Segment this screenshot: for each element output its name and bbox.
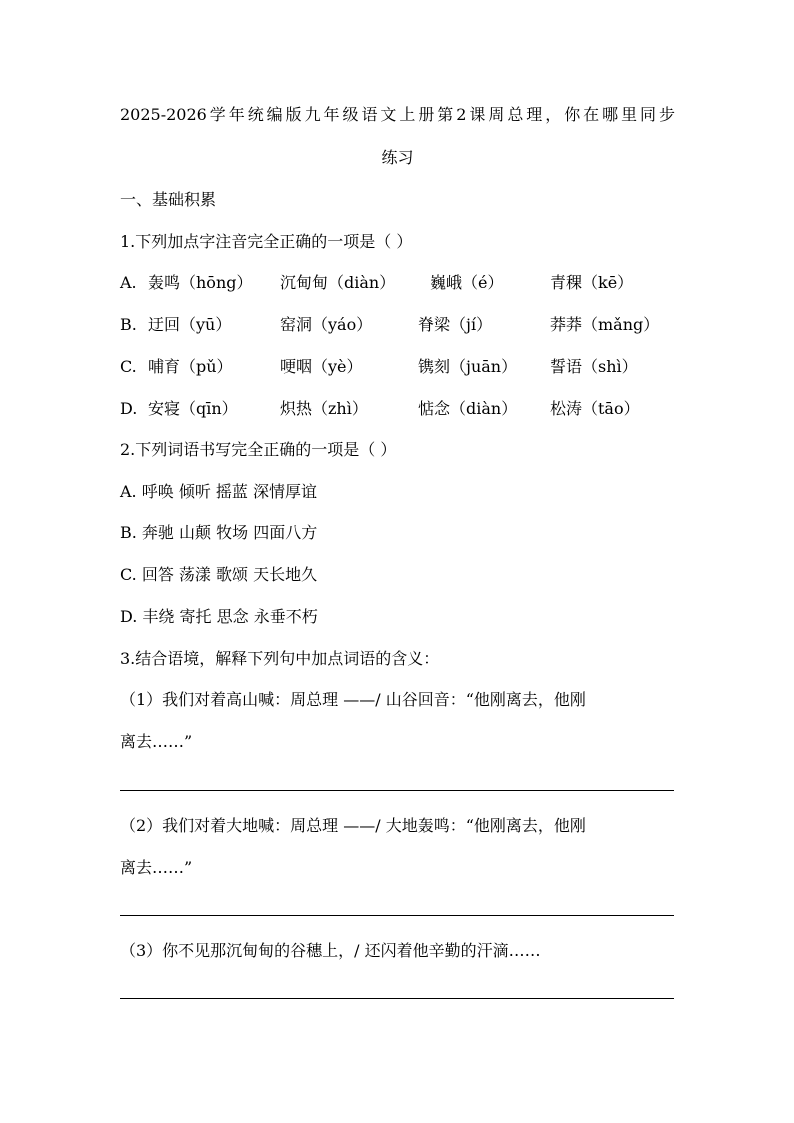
q1-option-d-item: 安寝（qīn） [148,399,238,418]
answer-line-3[interactable] [120,998,674,999]
question-1-stem: 1.下列加点字注音完全正确的一项是（ ） [120,232,413,251]
q1-option-c-item: 誓语（shì） [550,357,638,376]
q1-option-b-item: 迂回（yū） [148,315,232,334]
q1-option-d-item: 炽热（zhì） [280,399,368,418]
q1-option-d-item: 惦念（diàn） [418,399,518,418]
question-3-stem: 3.结合语境，解释下列句中加点词语的含义： [120,649,440,668]
section-heading: 一、基础积累 [120,190,217,209]
answer-line-1[interactable] [120,790,674,791]
q1-option-d-item: 松涛（tāo） [550,399,640,418]
answer-line-2[interactable] [120,915,674,916]
q1-option-b-item: 窑洞（yáo） [280,315,373,334]
q1-option-c-item: 镌刻（juān） [418,357,518,376]
q3-sub3-text: （3）你不见那沉甸甸的谷穗上，/ 还闪着他辛勤的汗滴…… [120,941,541,960]
q1-option-b-item: 脊梁（jí） [418,315,493,334]
q1-option-a-item: 轰鸣（hōng） [148,273,253,292]
q1-option-a-item: 沉甸甸（diàn） [280,273,396,292]
q1-option-b-item: 莽莽（mǎng） [550,315,660,334]
document-title-line2: 练习 [381,148,414,167]
question-2-stem: 2.下列词语书写完全正确的一项是（ ） [120,440,397,459]
q1-option-a-item: 青稞（kē） [550,273,634,292]
q1-option-d-letter: D. [120,399,138,418]
q2-option-c: C. 回答 荡漾 歌颂 天长地久 [120,565,318,584]
q3-sub1-text: （1）我们对着高山喊：周总理 ——/ 山谷回音：“他刚离去，他刚 [120,690,586,709]
q1-option-c-item: 哽咽（yè） [280,357,363,376]
document-title-line1: 2025-2026学年统编版九年级语文上册第2课周总理，你在哪里同步 [120,105,675,124]
q1-option-c-letter: C. [120,357,137,376]
q2-option-b: B. 奔驰 山颠 牧场 四面八方 [120,523,318,542]
q1-option-a-letter: A. [120,273,137,292]
q2-option-d: D. 丰绕 寄托 思念 永垂不朽 [120,607,318,626]
q3-sub2-text: （2）我们对着大地喊：周总理 ——/ 大地轰鸣：“他刚离去，他刚 [120,816,586,835]
q1-option-c-item: 哺育（pǔ） [148,357,233,376]
q1-option-b-letter: B. [120,315,137,334]
q3-sub1-text-cont: 离去……” [120,732,193,751]
q3-sub2-text-cont: 离去……” [120,858,193,877]
q2-option-a: A. 呼唤 倾听 摇蓝 深情厚谊 [120,482,317,501]
q1-option-a-item: 巍峨（é） [430,273,504,292]
